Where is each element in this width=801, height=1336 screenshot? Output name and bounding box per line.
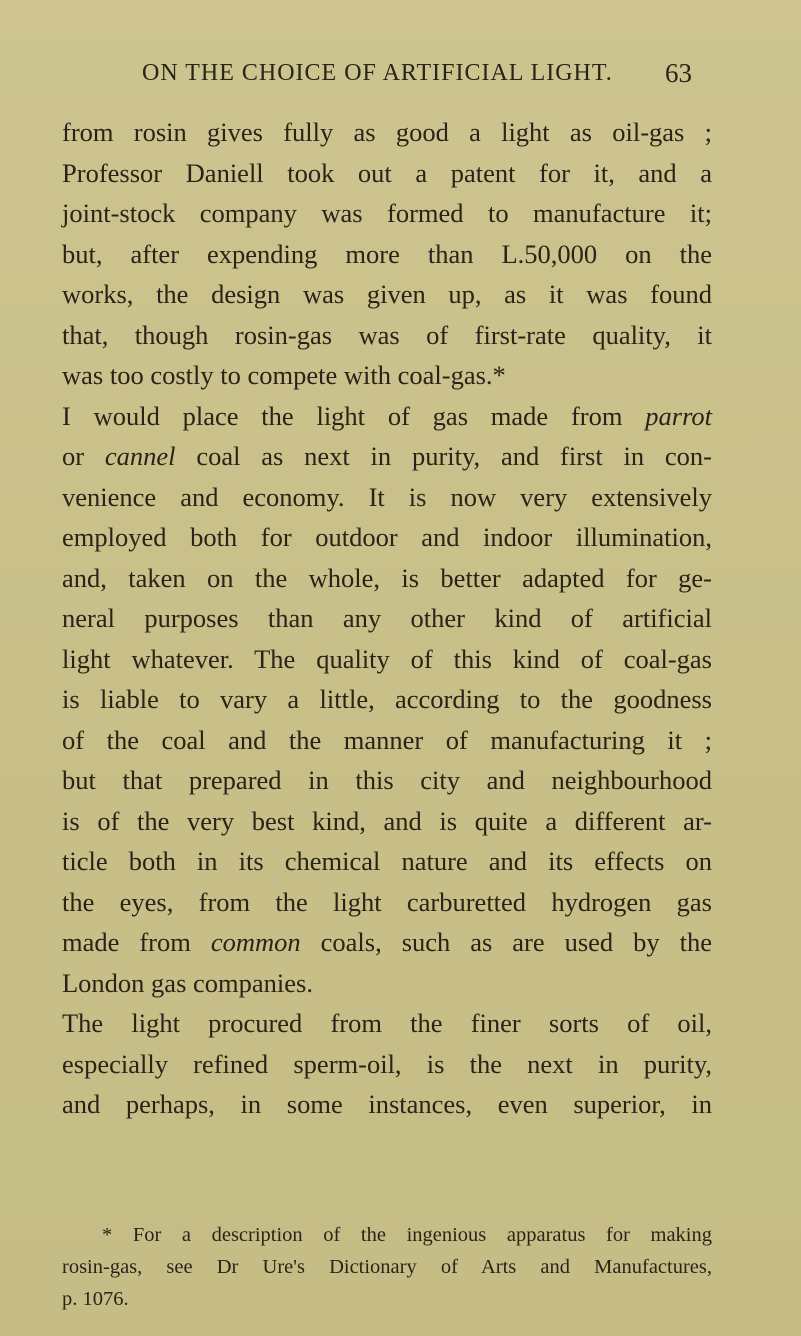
italic-word-parrot: parrot [645, 400, 713, 431]
text-line: employed both for outdoor and indoor illumination, [62, 522, 712, 552]
text-line: London gas companies. [62, 967, 313, 998]
text-fragment: coals, such as are used by the [320, 927, 713, 957]
text-fragment: coal as next in purity, and first in con- [196, 441, 712, 471]
text-line [62, 922, 712, 963]
text-line: from rosin gives fully as good a light as oil-gas ; [62, 117, 712, 147]
text-line: but that prepared in this city and neighbourhood [62, 765, 712, 795]
text-line: that, though rosin-gas was of first-rate quality, it [62, 319, 712, 350]
body-text [62, 112, 712, 1125]
page-number: 63 [665, 58, 692, 88]
italic-word-cannel: cannel [104, 441, 176, 471]
text-line: neral purposes than any other kind of artificial [62, 603, 712, 633]
text-line: joint-stock company was formed to manufacture it; [62, 198, 712, 228]
footnote-line: * For a description of the ingenious apparatus for making [102, 1224, 712, 1246]
text-line: the eyes, from the light carburetted hydrogen gas [62, 886, 712, 917]
text-line: is liable to vary a little, according to the goodness [62, 684, 712, 714]
text-fragment: or [62, 441, 85, 471]
text-line: works, the design was given up, as it was found [62, 279, 712, 309]
text-fragment: made from [62, 927, 191, 957]
text-line: and, taken on the whole, is better adapted for ge- [62, 562, 712, 593]
running-title: ON THE CHOICE OF ARTIFICIAL LIGHT. [142, 60, 613, 86]
text-line [62, 396, 712, 437]
text-line: of the coal and the manner of manufacturing it ; [62, 724, 712, 755]
text-line: especially refined sperm-oil, is the next in purity, [62, 1048, 712, 1079]
text-line: Professor Daniell took out a patent for it, and a [62, 157, 712, 188]
text-line: was too costly to compete with coal-gas.* [62, 360, 506, 390]
text-line: venience and economy. It is now very extensively [62, 481, 712, 512]
footnote-line: rosin-gas, see Dr Ure's Dictionary of Arts and Manufactures, [62, 1256, 712, 1278]
text-fragment: I would place the light of gas made from [62, 400, 623, 431]
text-line: The light procured from the finer sorts of oil, [62, 1008, 712, 1038]
text-line: is of the very best kind, and is quite a different ar- [62, 805, 712, 836]
footnote [62, 1219, 712, 1315]
page-header [0, 58, 801, 98]
text-line: ticle both in its chemical nature and its effects on [62, 846, 712, 876]
text-line: but, after expending more than L.50,000 on the [62, 238, 712, 269]
text-line: and perhaps, in some instances, even superior, in [62, 1089, 712, 1119]
footnote-line: p. 1076. [62, 1288, 129, 1310]
italic-word-common: common [210, 927, 301, 957]
text-line [62, 436, 712, 477]
text-line: light whatever. The quality of this kind of coal-gas [62, 643, 712, 674]
